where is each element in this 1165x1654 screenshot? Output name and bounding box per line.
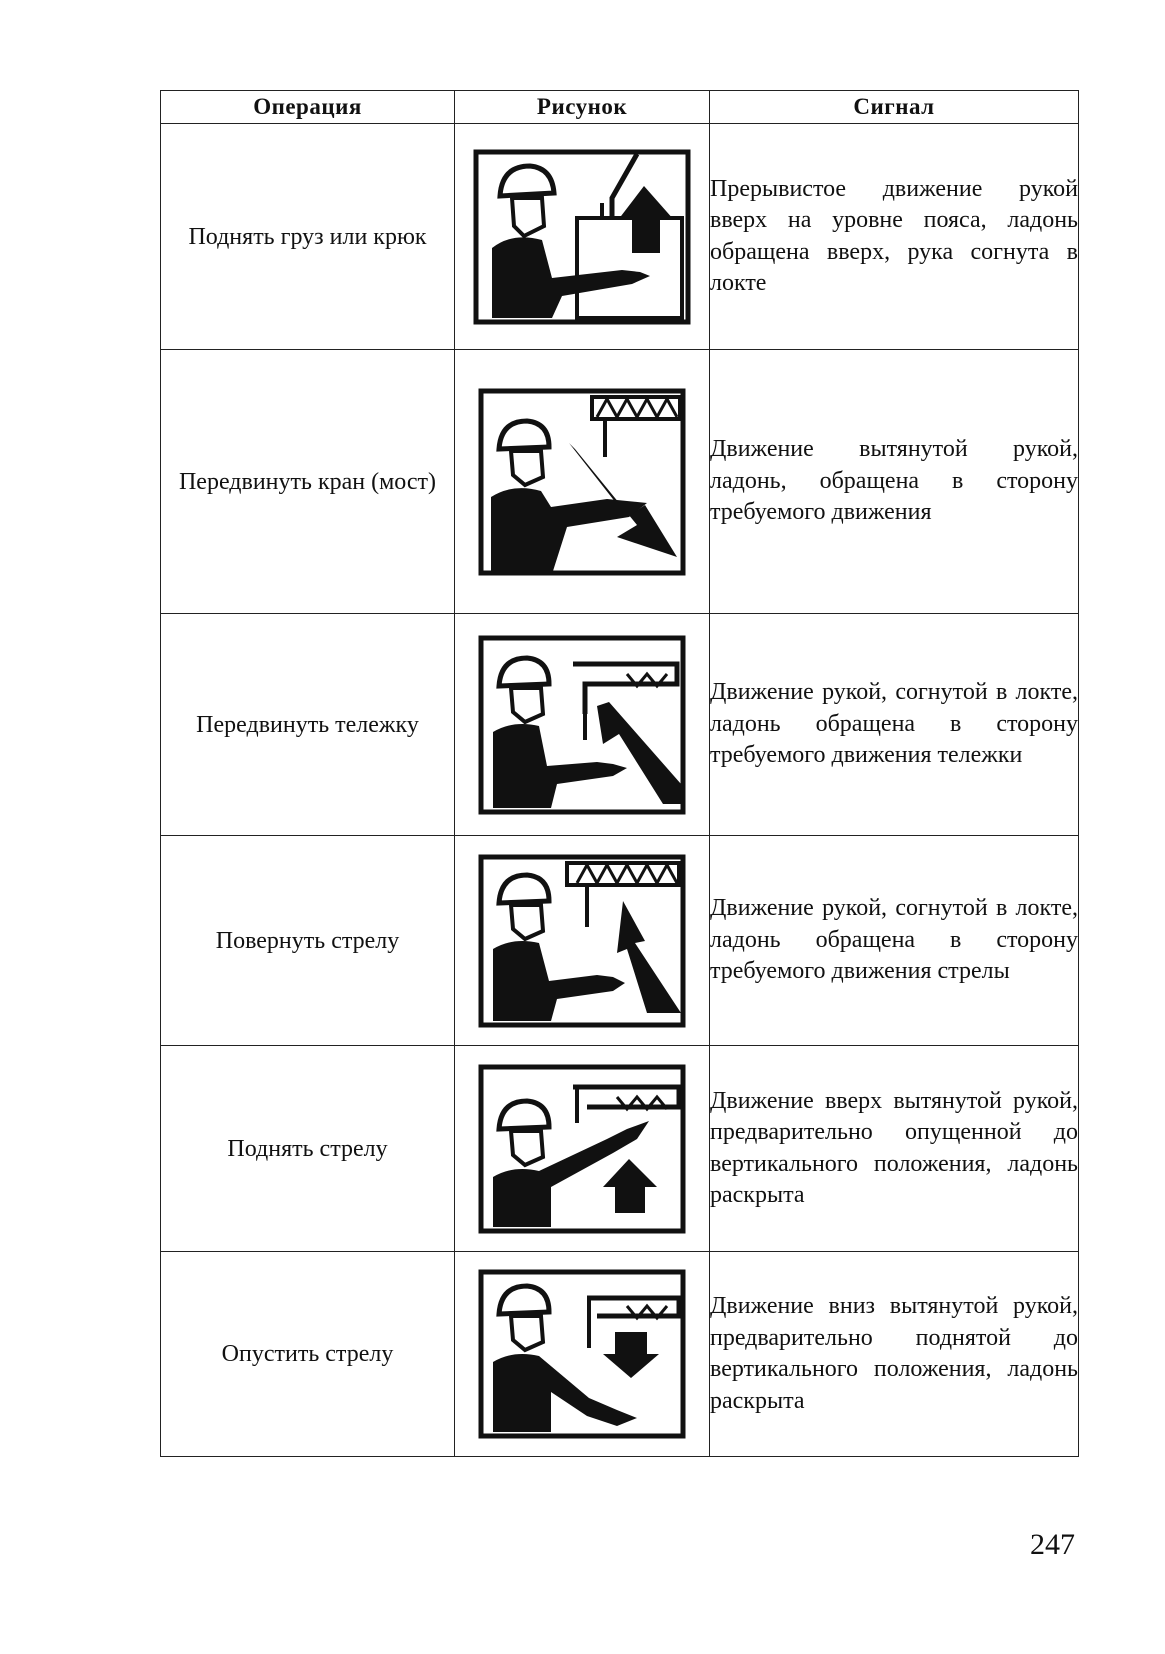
signal-text: Движение рукой, согнутой в локте, ладонь обращена в сторону требуемого движения стрелы xyxy=(710,895,1078,985)
worker-moving-crane-icon xyxy=(477,387,687,577)
signal-cell xyxy=(710,1252,1079,1457)
signal-cell xyxy=(710,836,1079,1046)
signal-cell xyxy=(710,350,1079,614)
signal-text: Движение вниз вытянутой рукой, предварительно поднятой до вертикального положения, ладонь раскрыта xyxy=(710,1293,1078,1414)
header-picture: Рисунок xyxy=(455,91,710,124)
worker-moving-trolley-icon xyxy=(477,634,687,816)
operation-cell: Передвинуть тележку xyxy=(161,614,455,836)
signal-text: Прерывистое движение рукой вверх на уровне пояса, ладонь обращена вверх, рука согнута в локте xyxy=(710,175,1078,296)
table-row xyxy=(161,124,1079,350)
worker-raising-boom-icon xyxy=(477,1063,687,1235)
crane-signals-table xyxy=(160,90,1079,1457)
worker-lowering-boom-icon xyxy=(477,1268,687,1440)
operation-cell: Повернуть стрелу xyxy=(161,836,455,1046)
signal-text: Движение рукой, согнутой в локте, ладонь обращена в сторону требуемого движения тележки xyxy=(710,679,1078,769)
table-row xyxy=(161,836,1079,1046)
page-number: 247 xyxy=(1030,1528,1075,1561)
header-operation: Операция xyxy=(161,91,455,124)
header-signal: Сигнал xyxy=(710,91,1079,124)
worker-lifting-load-icon xyxy=(472,148,692,326)
table-row xyxy=(161,350,1079,614)
operation-cell: Опустить стрелу xyxy=(161,1252,455,1457)
worker-turning-boom-icon xyxy=(477,853,687,1029)
header-row xyxy=(161,91,1079,124)
table-row xyxy=(161,1252,1079,1457)
signal-text: Движение вытянутой рукой, ладонь, обращена в сторону требуемого движения xyxy=(710,436,1078,526)
operation-cell: Передвинуть кран (мост) xyxy=(161,350,455,614)
signal-cell xyxy=(710,1046,1079,1252)
signal-text: Движение вверх вытянутой рукой, предварительно опущенной до вертикального положения, ладонь раскрыта xyxy=(710,1087,1078,1208)
table-row xyxy=(161,614,1079,836)
table-row xyxy=(161,1046,1079,1252)
operation-cell: Поднять груз или крюк xyxy=(161,124,455,350)
operation-cell: Поднять стрелу xyxy=(161,1046,455,1252)
signal-cell xyxy=(710,124,1079,350)
signal-cell xyxy=(710,614,1079,836)
